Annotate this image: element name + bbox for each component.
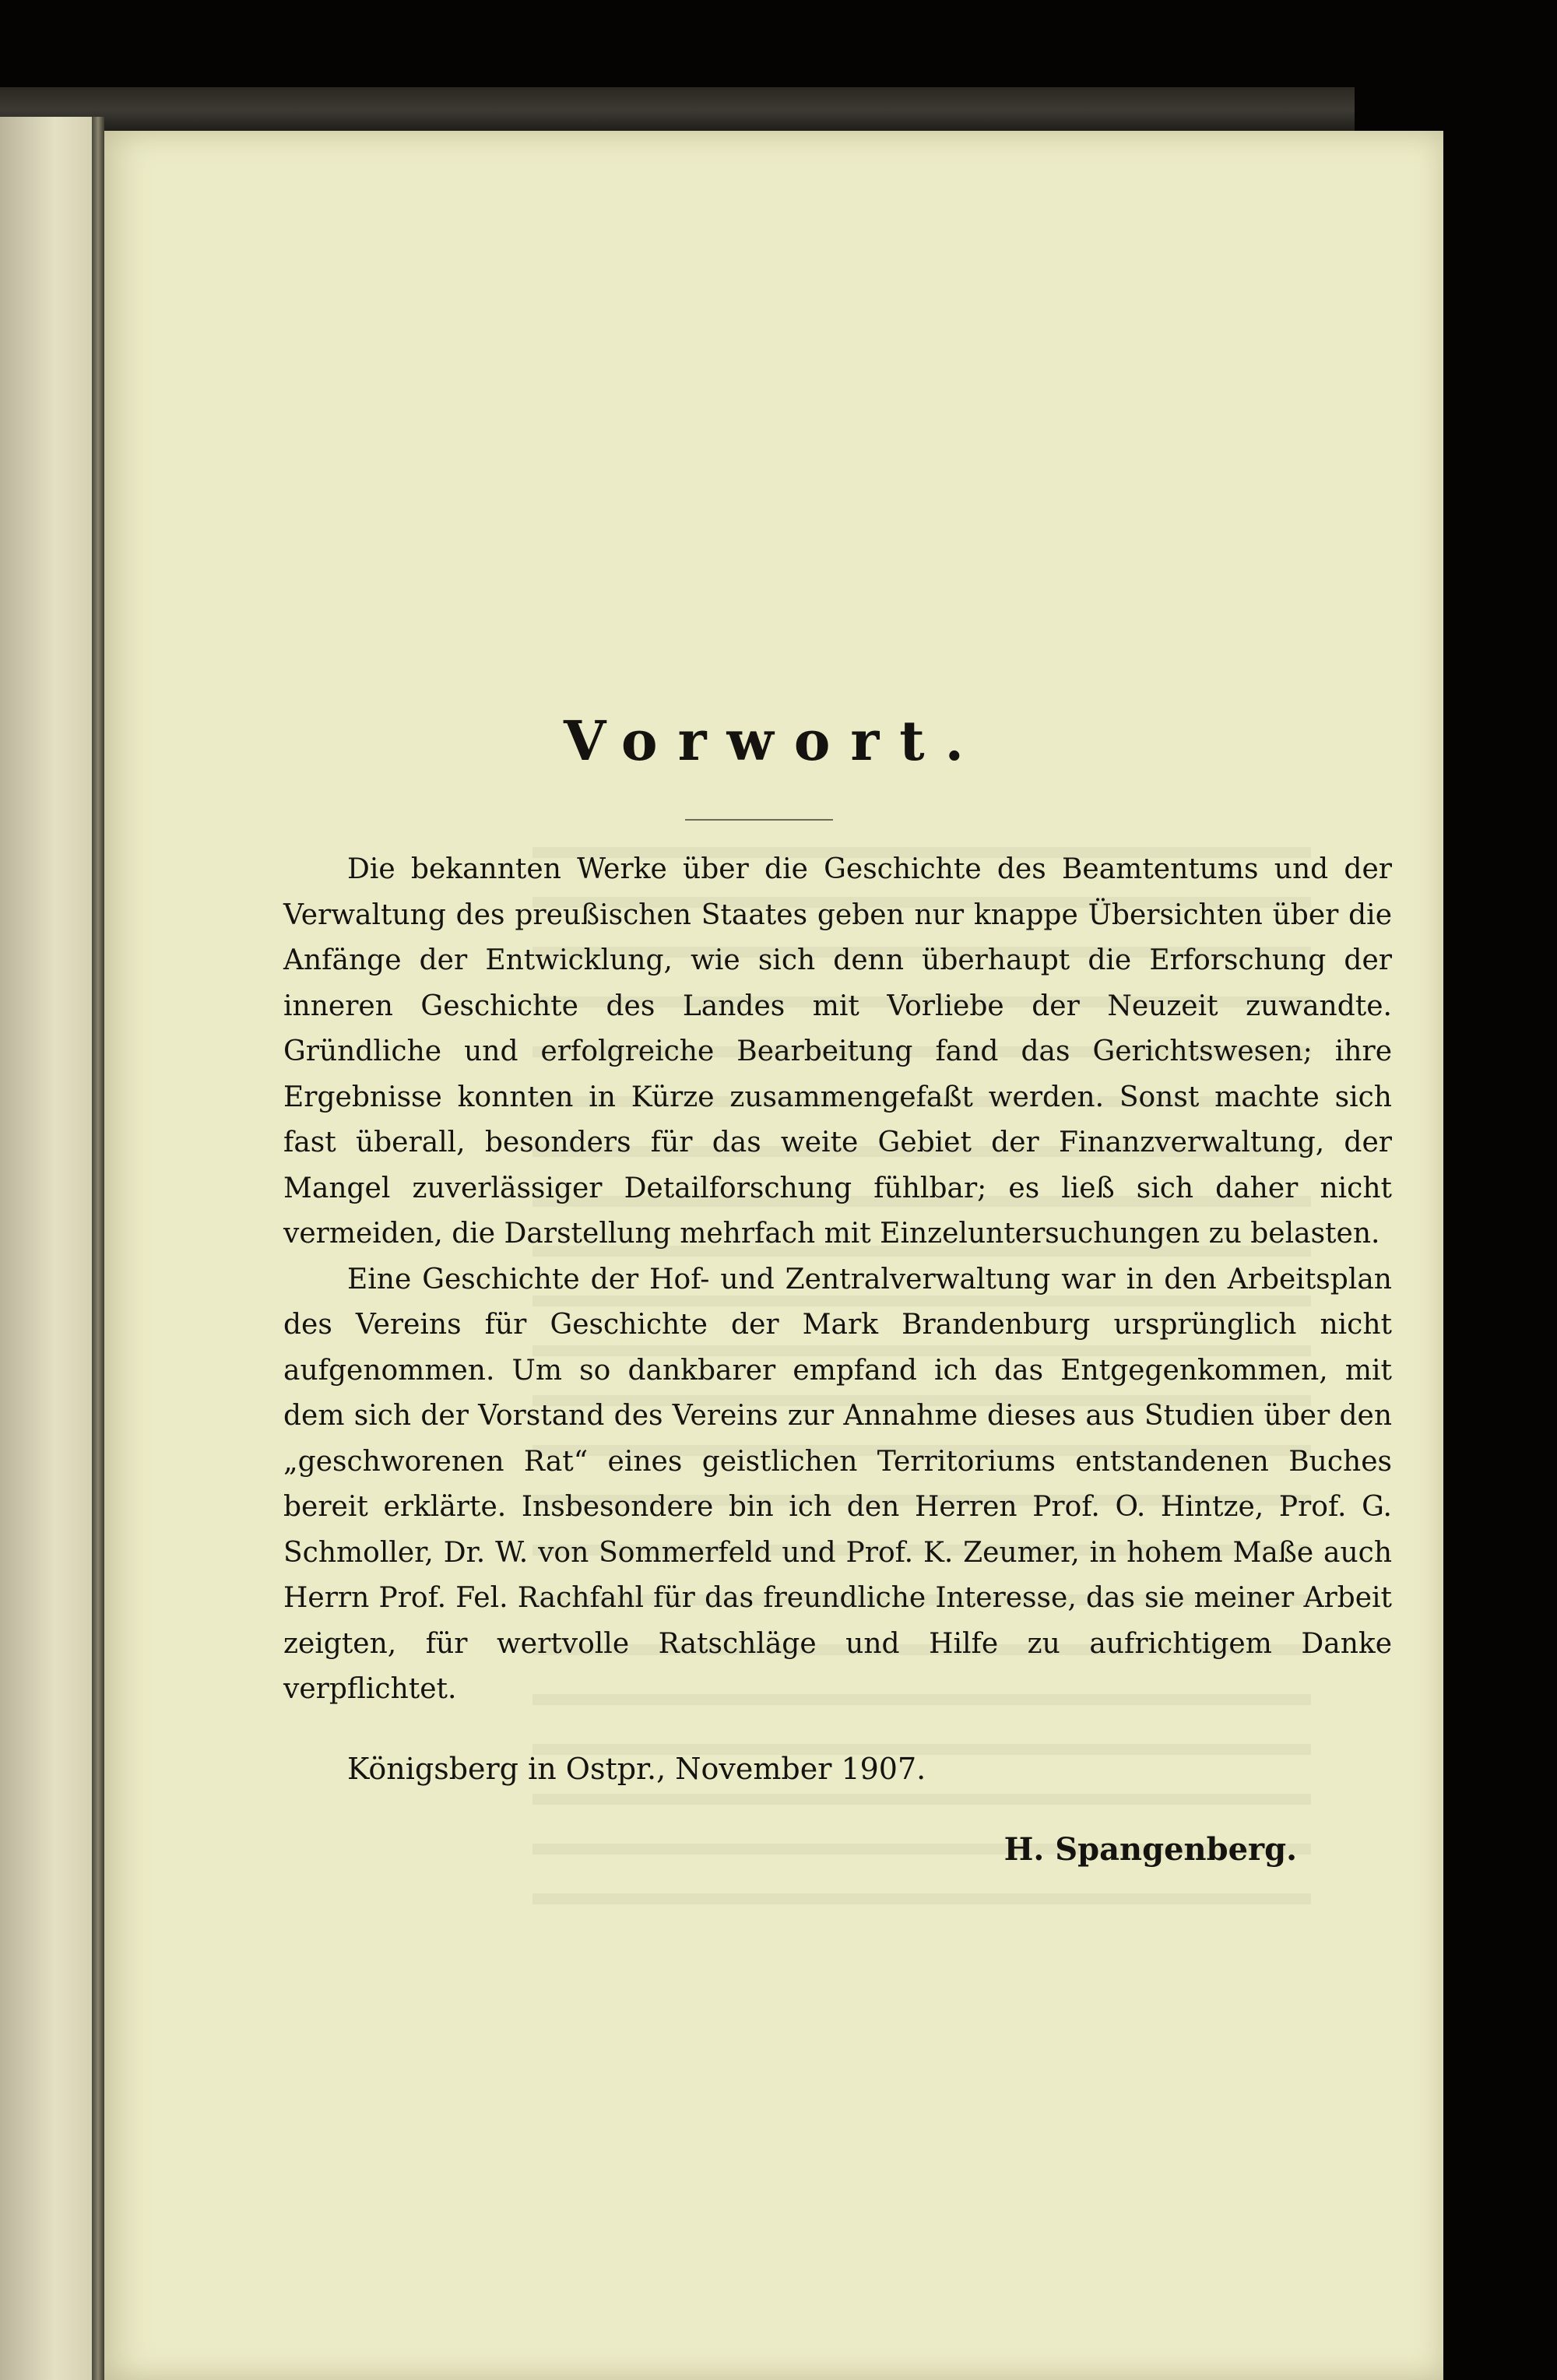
book-binding: [92, 117, 104, 2380]
place-date: Königsberg in Ostpr., November 1907.: [347, 1752, 926, 1786]
left-page-edge: [0, 117, 97, 2380]
title-divider: [685, 819, 833, 821]
body-text: [283, 847, 1392, 1713]
page-title: Vorwort.: [564, 708, 984, 773]
book-page: [104, 131, 1443, 2380]
paragraph-2: Eine Geschichte der Hof- und Zentralverwaltung war in den Arbeitsplan des Vereins für Geschichte der Mark Brandenburg ursprünglich nicht aufgenommen. Um so dankbarer empfand ich das Entgegenkommen, mit dem sich der Vorstand des Vereins zur Annahme dieses aus Studien über den „geschworenen Rat“ eines geistlichen Territoriums entstandenen Buches bereit erklärte. Insbesondere bin ich den Herren Prof. O. Hintze, Prof. G. Schmoller, Dr. W. von Sommerfeld und Prof. K. Zeumer, in hohem Maße auch Herrn Prof. Fel. Rachfahl für das freundliche Interesse, das sie meiner Arbeit zeigten, für wertvolle Ratschläge und Hilfe zu aufrichtigem Danke verpflichtet.: [283, 1263, 1392, 1705]
author-signature: H. Spangenberg.: [1003, 1831, 1297, 1868]
book-top-edge: [0, 87, 1355, 134]
paragraph-1: Die bekannten Werke über die Geschichte des Beamtentums und der Verwaltung des preußischen Staates geben nur knappe Übersichten über die Anfänge der Entwicklung, wie sich denn überhaupt die Erforschung der inneren Geschichte des Landes mit Vorliebe der Neuzeit zuwandte. Gründliche und erfolgreiche Bearbeitung fand das Gerichtswesen; ihre Ergebnisse konnten in Kürze zusammengefaßt werden. Sonst machte sich fast überall, besonders für das weite Gebiet der Finanzverwaltung, der Mangel zuverlässiger Detailforschung fühlbar; es ließ sich daher nicht vermeiden, die Darstellung mehrfach mit Einzeluntersuchungen zu belasten.: [283, 853, 1392, 1250]
